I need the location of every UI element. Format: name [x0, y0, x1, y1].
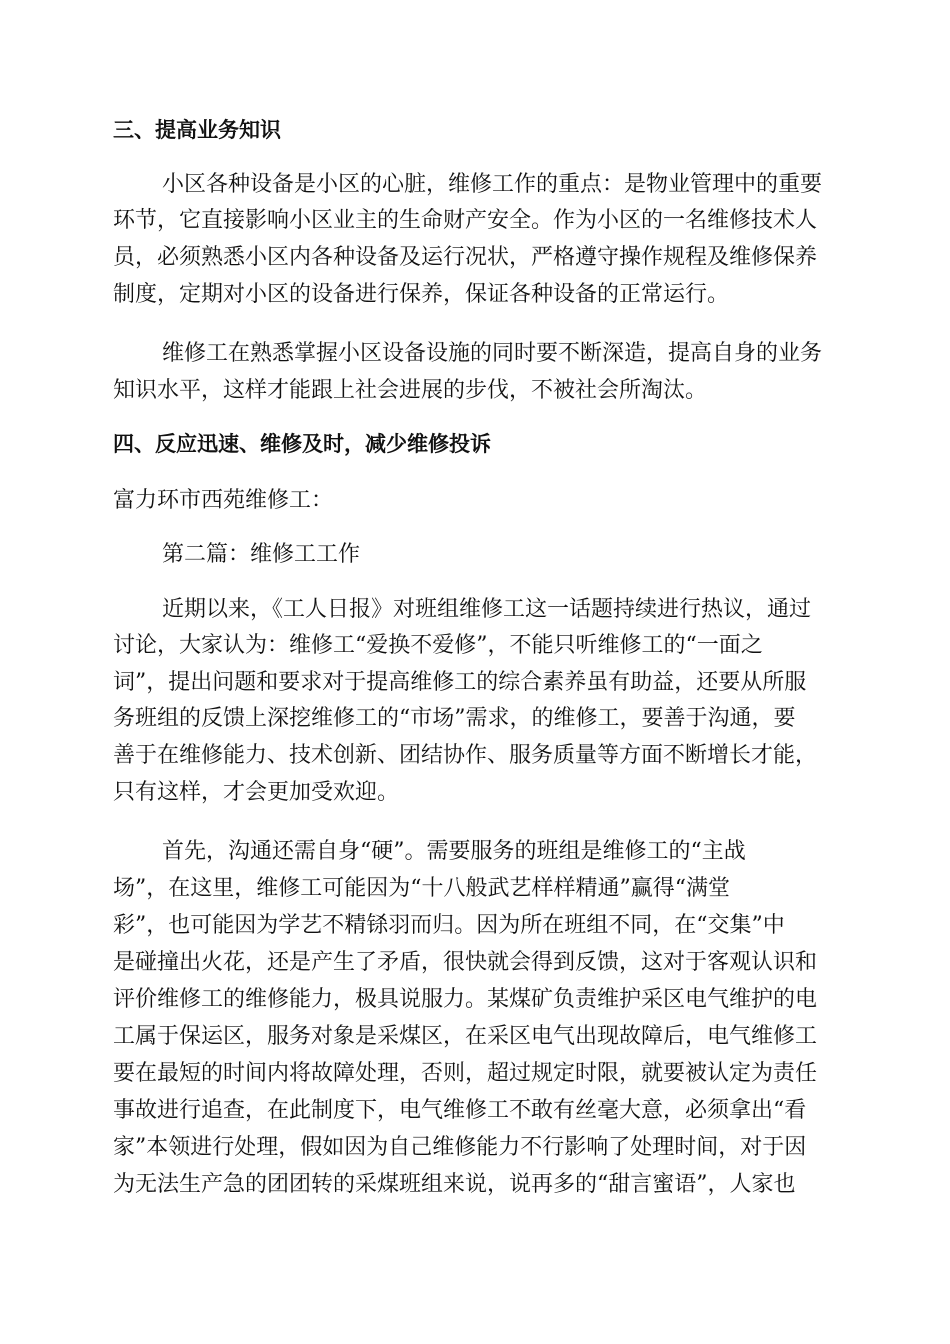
paragraph-line: 彩”，也可能因为学艺不精铩羽而归。因为所在班组不同，在“交集”中 — [113, 913, 785, 938]
paragraph-line: 事故进行追查，在此制度下，电气维修工不敢有丝毫大意，必须拿出“看 — [113, 1098, 807, 1123]
paragraph-line: 制度，定期对小区的设备进行保养，保证各种设备的正常运行。 — [113, 282, 730, 307]
paragraph-line: 务班组的反馈上深挖维修工的“市场”需求，的维修工，要善于沟通，要 — [113, 706, 796, 731]
signature-line: 富力环市西苑维修工： — [113, 488, 334, 513]
paragraph-line: 讨论，大家认为：维修工“爱换不爱修”，不能只听维修工的“一面之 — [113, 633, 763, 658]
paragraph-line: 维修工在熟悉掌握小区设备设施的同时要不断深造，提高自身的业务 — [162, 341, 823, 366]
paragraph-line: 为无法生产急的团团转的采煤班组来说，说再多的“甜言蜜语”，人家也 — [113, 1172, 796, 1197]
paragraph-line: 词”，提出问题和要求对于提高维修工的综合素养虽有助益，还要从所服 — [113, 670, 807, 695]
paragraph-line: 只有这样，才会更加受欢迎。 — [113, 780, 400, 805]
paragraph-line: 家”本领进行处理，假如因为自己维修能力不行影响了处理时间，对于因 — [113, 1135, 807, 1160]
paragraph-line: 环节，它直接影响小区业主的生命财产安全。作为小区的一名维修技术人 — [113, 208, 818, 233]
section-heading-3: 三、提高业务知识 — [113, 118, 281, 142]
paragraph-line: 首先，沟通还需自身“硬”。需要服务的班组是维修工的“主战 — [162, 839, 746, 864]
paragraph-line: 评价维修工的维修能力，极具说服力。某煤矿负责维护采区电气维护的电 — [113, 987, 818, 1012]
paragraph-line: 场”，在这里，维修工可能因为“十八般武艺样样精通”赢得“满堂 — [113, 876, 730, 901]
paragraph-line: 工属于保运区，服务对象是采煤区，在采区电气出现故障后，电气维修工 — [113, 1024, 818, 1049]
paragraph-line: 要在最短的时间内将故障处理，否则，超过规定时限，就要被认定为责任 — [113, 1061, 818, 1086]
section-heading-4: 四、反应迅速、维修及时，减少维修投诉 — [113, 432, 491, 456]
part-title: 第二篇：维修工工作 — [162, 542, 361, 567]
paragraph-line: 是碰撞出火花，还是产生了矛盾，很快就会得到反馈，这对于客观认识和 — [113, 950, 818, 975]
paragraph-line: 小区各种设备是小区的心脏，维修工作的重点：是物业管理中的重要 — [162, 172, 823, 197]
paragraph-line: 近期以来，《工人日报》对班组维修工这一话题持续进行热议，通过 — [162, 597, 812, 622]
paragraph-line: 知识水平，这样才能跟上社会进展的步伐，不被社会所淘汰。 — [113, 378, 708, 403]
paragraph-line: 员，必须熟悉小区内各种设备及运行况状，严格遵守操作规程及维修保养 — [113, 245, 818, 270]
paragraph-line: 善于在维修能力、技术创新、团结协作、服务质量等方面不断增长才能， — [113, 743, 818, 768]
